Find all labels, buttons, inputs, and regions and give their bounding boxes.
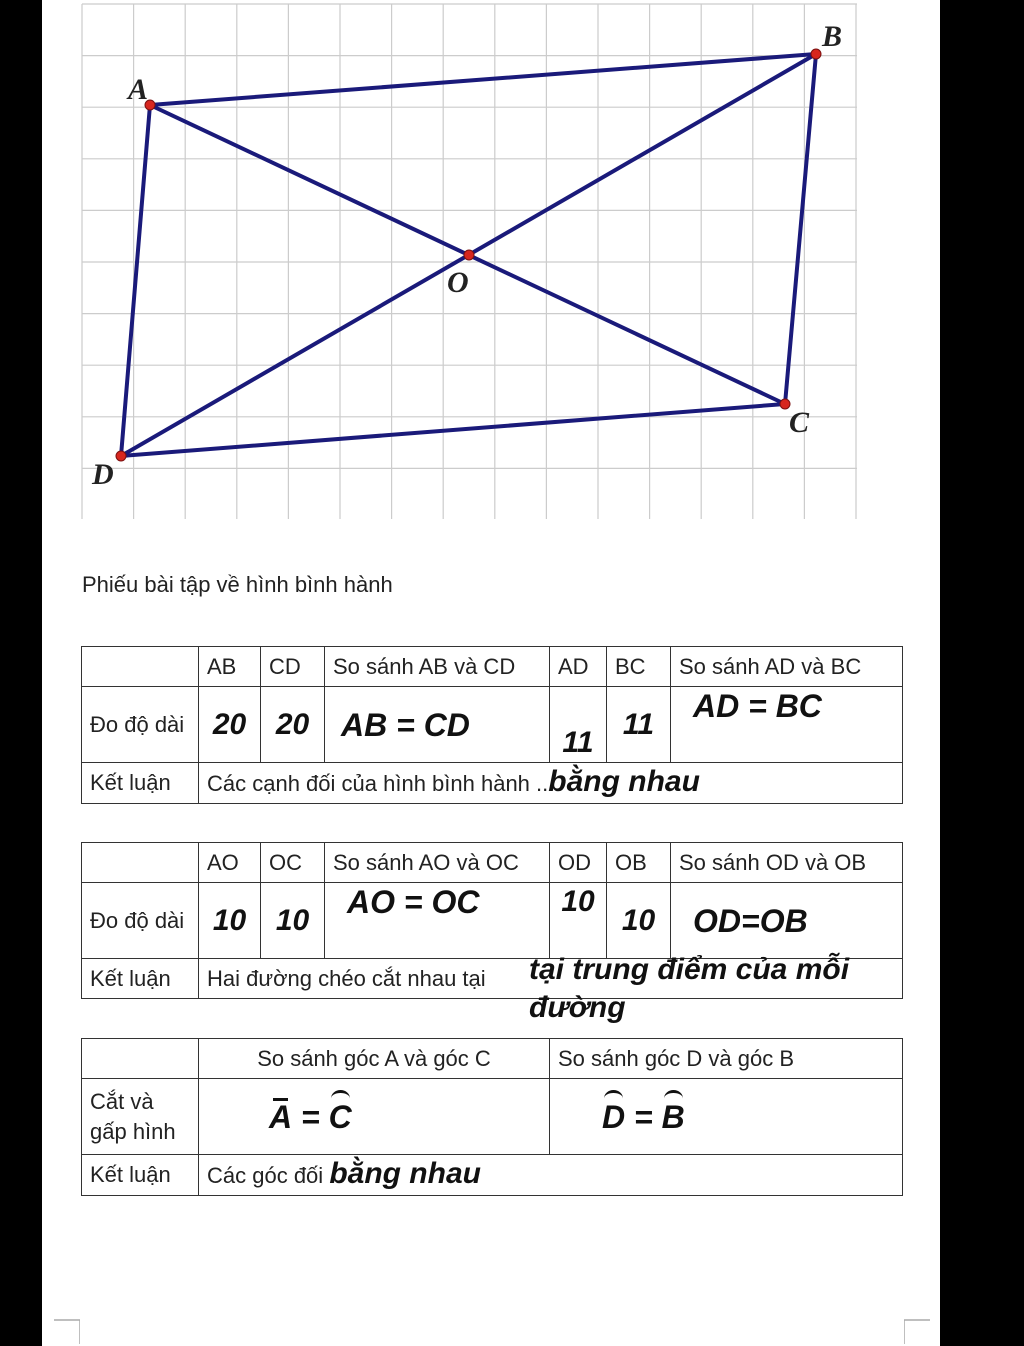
value-ab: 20 bbox=[199, 687, 261, 763]
header-empty bbox=[82, 1039, 199, 1079]
conclusion-label: Kết luận bbox=[82, 959, 199, 999]
label-a: A bbox=[128, 73, 149, 106]
document-page bbox=[42, 0, 940, 1346]
row-label-cut-fold: Cắt và gấp hình bbox=[82, 1079, 199, 1155]
conclusion-label: Kết luận bbox=[82, 1155, 199, 1196]
value-ad: 11 bbox=[550, 687, 607, 763]
point-o bbox=[464, 250, 474, 260]
side-ab bbox=[150, 54, 816, 105]
header-compare-ab-cd: So sánh AB và CD bbox=[325, 647, 550, 687]
header-ab: AB bbox=[199, 647, 261, 687]
label-c: C bbox=[789, 406, 810, 439]
label-b: B bbox=[822, 20, 843, 53]
header-ob: OB bbox=[607, 843, 671, 883]
angle-a-equals-c bbox=[199, 1079, 550, 1155]
value-ob: 10 bbox=[607, 883, 671, 959]
header-ad: AD bbox=[550, 647, 607, 687]
table-angles bbox=[81, 1038, 903, 1196]
header-oc: OC bbox=[261, 843, 325, 883]
conclusion-cell bbox=[199, 763, 903, 804]
header-empty bbox=[82, 843, 199, 883]
header-compare-angle-d-b: So sánh góc D và góc B bbox=[550, 1039, 903, 1079]
value-ao: 10 bbox=[199, 883, 261, 959]
row-label-measure: Đo độ dài bbox=[82, 883, 199, 959]
value-od-equals-ob: OD=OB bbox=[671, 883, 903, 959]
value-ao-equals-oc: AO = OC bbox=[325, 883, 550, 959]
conclusion-label: Kết luận bbox=[82, 763, 199, 804]
value-od: 10 bbox=[550, 883, 607, 959]
conclusion-text: Các góc đối bbox=[207, 1163, 324, 1188]
conclusion-answer: bằng nhau bbox=[329, 1157, 481, 1190]
label-o: O bbox=[447, 266, 469, 299]
worksheet-title: Phiếu bài tập về hình bình hành bbox=[82, 572, 393, 597]
angle-b: B bbox=[661, 1098, 685, 1135]
conclusion-text: Hai đường chéo cắt nhau tại bbox=[207, 965, 486, 991]
conclusion-answer: bằng nhau bbox=[548, 765, 700, 798]
side-cd bbox=[121, 404, 785, 456]
page-corner-mark-right bbox=[904, 1318, 930, 1344]
point-d bbox=[116, 451, 126, 461]
parallelogram-figure bbox=[42, 0, 940, 525]
row-label-measure: Đo độ dài bbox=[82, 687, 199, 763]
angle-d-equals-b bbox=[550, 1079, 903, 1155]
header-cd: CD bbox=[261, 647, 325, 687]
value-oc: 10 bbox=[261, 883, 325, 959]
conclusion-cell bbox=[199, 1155, 903, 1196]
value-ab-equals-cd: AB = CD bbox=[325, 687, 550, 763]
side-da bbox=[121, 105, 150, 456]
header-empty bbox=[82, 647, 199, 687]
header-compare-ao-oc: So sánh AO và OC bbox=[325, 843, 550, 883]
angle-c: C bbox=[328, 1098, 352, 1135]
header-ao: AO bbox=[199, 843, 261, 883]
value-bc: 11 bbox=[607, 687, 671, 763]
angle-a: A bbox=[269, 1098, 293, 1135]
value-cd: 20 bbox=[261, 687, 325, 763]
header-od: OD bbox=[550, 843, 607, 883]
page-corner-mark-left bbox=[54, 1318, 80, 1344]
equals-sign: = bbox=[634, 1098, 653, 1135]
value-ad-equals-bc: AD = BC bbox=[671, 687, 903, 763]
table-diagonals bbox=[81, 842, 903, 1024]
conclusion-cell bbox=[199, 953, 903, 1024]
label-d: D bbox=[92, 458, 114, 491]
table-sides bbox=[81, 646, 903, 804]
header-compare-angle-a-c: So sánh góc A và góc C bbox=[199, 1039, 550, 1079]
header-compare-od-ob: So sánh OD và OB bbox=[671, 843, 903, 883]
conclusion-text: Các cạnh đối của hình bình hành .. bbox=[207, 771, 549, 796]
side-bc bbox=[785, 54, 816, 404]
equals-sign: = bbox=[301, 1098, 320, 1135]
angle-d: D bbox=[602, 1098, 626, 1135]
point-b bbox=[811, 49, 821, 59]
header-bc: BC bbox=[607, 647, 671, 687]
conclusion-answer: tại trung điểm của mỗi đường bbox=[529, 953, 850, 1024]
header-compare-ad-bc: So sánh AD và BC bbox=[671, 647, 903, 687]
